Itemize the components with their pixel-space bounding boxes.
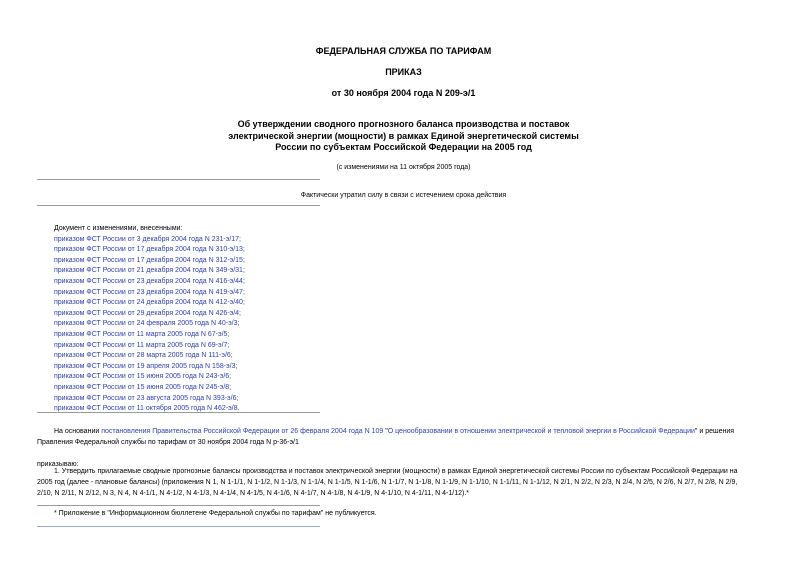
amendment-link[interactable]: приказом ФСТ России от 11 марта 2005 года N 67-э/5; bbox=[54, 330, 230, 338]
divider bbox=[37, 526, 320, 527]
amendment-link[interactable]: приказом ФСТ России от 19 апреля 2005 года N 158-э/3; bbox=[54, 362, 238, 370]
status-note: Фактически утратил силу в связи с истечением срока действия bbox=[300, 192, 507, 199]
amendment-link[interactable]: приказом ФСТ России от 23 августа 2005 года N 393-э/6; bbox=[54, 394, 239, 402]
clause-1-line-3: 2/10, N 2/11, N 2/12, N 3, N 4, N 4-1/1, N 4-1/2, N 4-1/3, N 4-1/4, N 4-1/5, N 4-1/6, N 4-1/7, N 4-1/8, N 4-1/9, N 4-1/10, N 4-1/11, N 4-1/12).* bbox=[37, 490, 469, 497]
preamble bbox=[37, 426, 772, 448]
preamble-quote: " bbox=[383, 428, 388, 435]
amendments-list bbox=[54, 224, 245, 415]
amendment-link[interactable]: приказом ФСТ России от 17 декабря 2004 года N 312-э/15; bbox=[54, 256, 245, 264]
amendment-link[interactable]: приказом ФСТ России от 24 февраля 2005 года N 40-э/3; bbox=[54, 320, 240, 328]
title-line-3: России по субъектам Российской Федерации на 2005 год bbox=[275, 142, 532, 152]
order-word: приказываю: bbox=[37, 461, 79, 468]
preamble-suffix: " и решения bbox=[694, 428, 735, 435]
amendment-link[interactable]: приказом ФСТ России от 29 декабря 2004 года N 426-э/4; bbox=[54, 309, 242, 317]
document-type: ПРИКАЗ bbox=[385, 67, 422, 77]
amendment-link[interactable]: приказом ФСТ России от 21 декабря 2004 года N 349-э/31; bbox=[54, 267, 245, 275]
amendment-link[interactable]: приказом ФСТ России от 11 октября 2005 года N 462-э/8. bbox=[54, 405, 240, 413]
document-date-number: от 30 ноября 2004 года N 209-э/1 bbox=[331, 88, 476, 98]
amendment-link[interactable]: приказом ФСТ России от 15 июня 2005 года N 243-э/6; bbox=[54, 373, 232, 381]
amendment-link[interactable]: приказом ФСТ России от 11 марта 2005 года N 69-э/7; bbox=[54, 341, 230, 349]
government-decree-link[interactable]: постановления Правительства Российской Федерации от 26 февраля 2004 года N 109 bbox=[101, 428, 384, 435]
clause-1-line-2: 2005 год (далее - плановые балансы) (приложения N 1, N 1-1/1, N 1-1/2, N 1-1/3, N 1-1/4, N 1-1/5, N 1-1/6, N 1-1/7, N 1-1/8, N 1-1/9, N 1-1/10, N 1-1/11, N 1-1/12, N 2/1, N 2/2, N 2/3, N 2/4, N 2/5, N 2/6, N 2/7, N 2/8, N 2/9, bbox=[37, 479, 738, 486]
divider bbox=[37, 505, 320, 506]
preamble-line-2: Правления Федеральной службы по тарифам от 30 ноября 2004 года N р-36-э/1 bbox=[37, 439, 299, 446]
amendment-link[interactable]: приказом ФСТ России от 28 марта 2005 года N 111-э/6; bbox=[54, 352, 233, 360]
pricing-law-link[interactable]: О ценообразовании в отношении электрической и тепловой энергии в Российской Федерации bbox=[387, 428, 695, 435]
amendment-link[interactable]: приказом ФСТ России от 15 июня 2005 года N 245-э/8; bbox=[54, 383, 232, 391]
clause-1-line-1: 1. Утвердить прилагаемые сводные прогнозные балансы производства и поставок электрической энергии (мощности) в рамках Единой энергетической системы России по субъектам Российской Федерации на bbox=[54, 468, 738, 475]
divider bbox=[37, 179, 320, 180]
title-line-1: Об утверждении сводного прогнозного баланса производства и поставок bbox=[237, 119, 570, 129]
amendment-link[interactable]: приказом ФСТ России от 3 декабря 2004 года N 231-э/17; bbox=[54, 235, 242, 243]
footnote: * Приложение в "Информационном бюллетене Федеральной службы по тарифам" не публикуется. bbox=[54, 510, 377, 517]
amendment-link[interactable]: приказом ФСТ России от 23 декабря 2004 года N 419-э/47; bbox=[54, 288, 245, 296]
amendment-link[interactable]: приказом ФСТ России от 23 декабря 2004 года N 416-э/44; bbox=[54, 277, 245, 285]
divider bbox=[37, 412, 320, 413]
agency-name: ФЕДЕРАЛЬНАЯ СЛУЖБА ПО ТАРИФАМ bbox=[315, 46, 492, 56]
title-line-2: электрической энергии (мощности) в рамках Единой энергетической системы bbox=[228, 130, 579, 141]
amendment-link[interactable]: приказом ФСТ России от 17 декабря 2004 года N 310-э/13; bbox=[54, 246, 245, 254]
amendments-heading: Документ с изменениями, внесенными: bbox=[54, 225, 183, 232]
preamble-prefix: На основании bbox=[54, 428, 102, 435]
divider bbox=[37, 205, 320, 206]
clause-1 bbox=[37, 466, 772, 499]
document-title bbox=[0, 119, 807, 154]
amendment-link[interactable]: приказом ФСТ России от 24 декабря 2004 года N 412-э/40; bbox=[54, 299, 245, 307]
amended-note: (с изменениями на 11 октября 2005 года) bbox=[336, 164, 471, 171]
